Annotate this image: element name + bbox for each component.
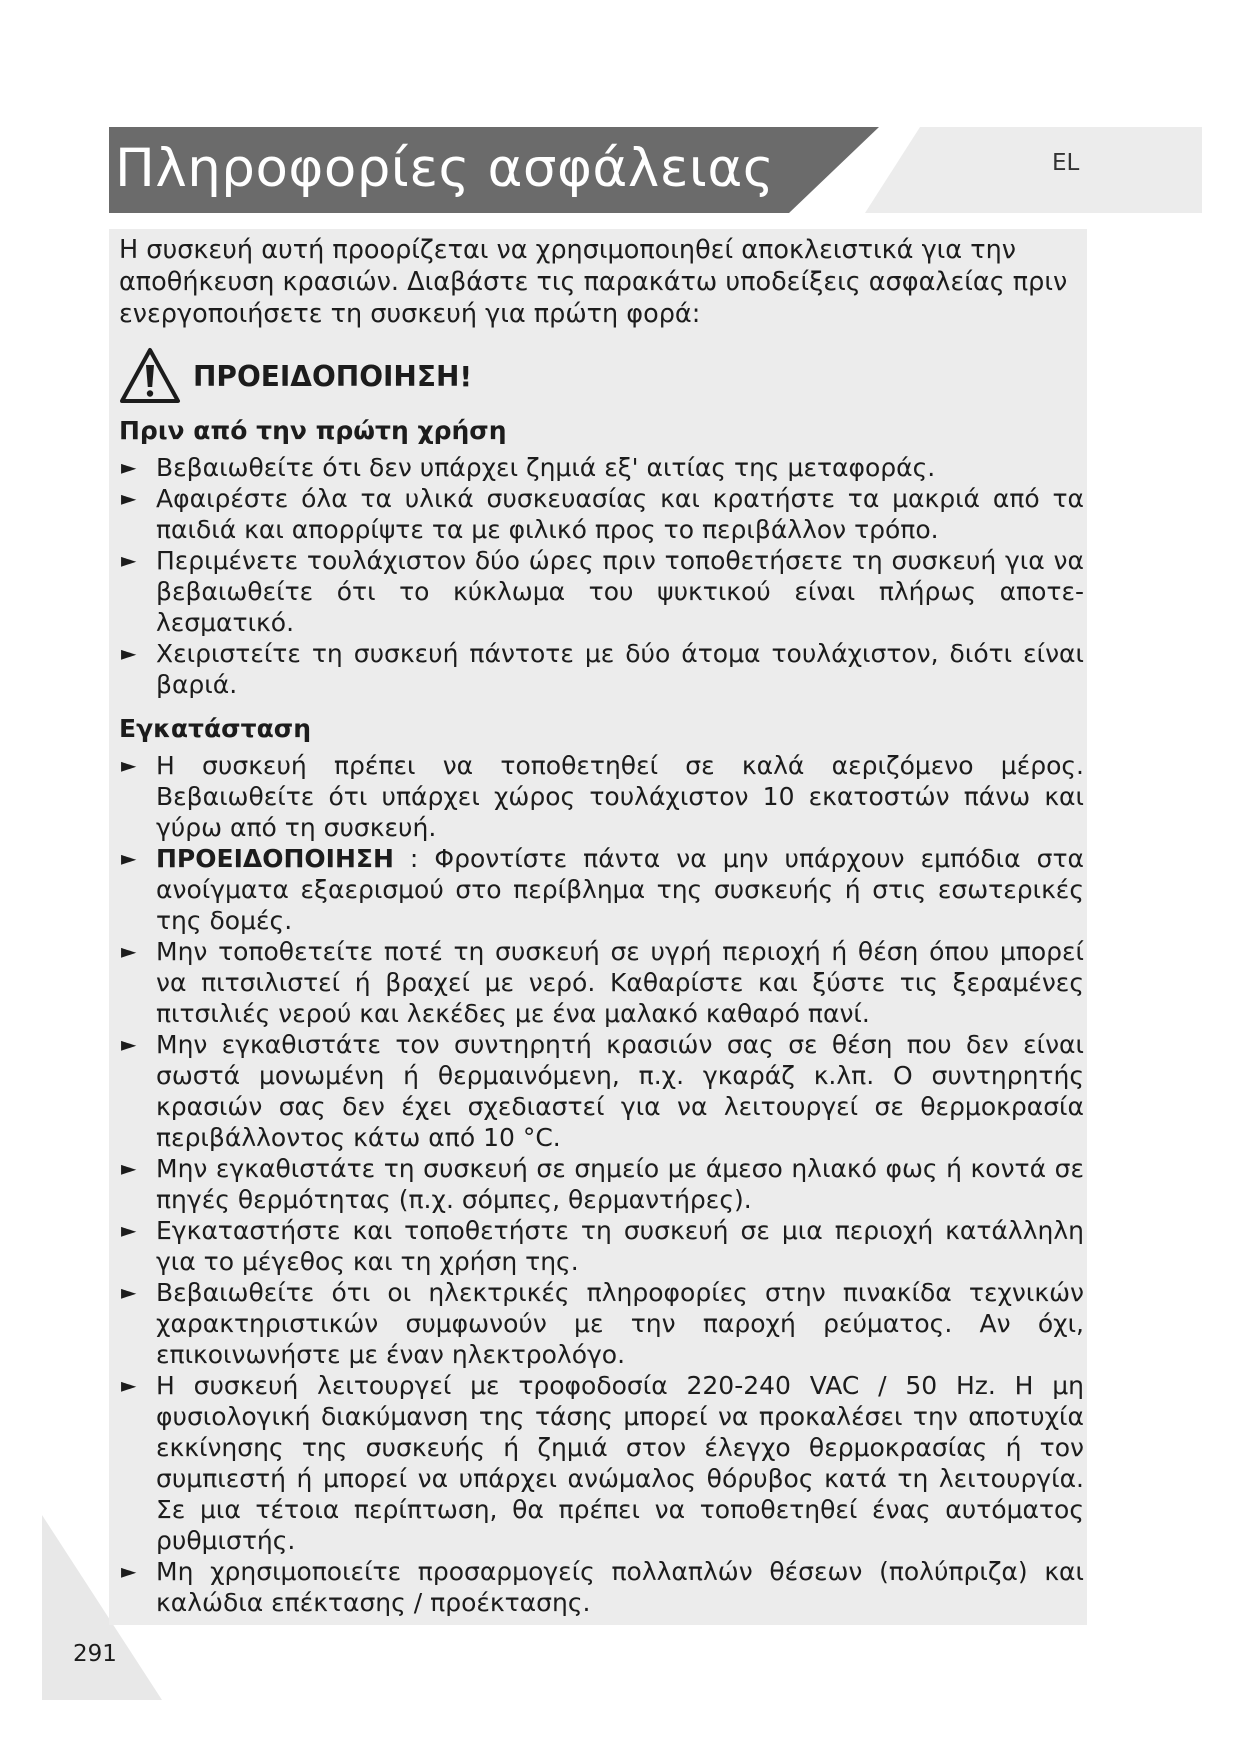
content-panel <box>109 229 1087 1625</box>
header-light-band <box>865 127 1202 213</box>
list-item-text: Βεβαιωθείτε ότι οι ηλεκτρικές πληροφορίες στην πινακίδα τεχνικών χαρακτηριστικών συμφωνούν με την παροχή ρεύματος. Αν όχι, επικοινωνήστε με έναν ηλεκτρολόγο. <box>156 1278 1084 1369</box>
list-item <box>119 1029 1084 1153</box>
bullet-arrow-icon: ► <box>121 1373 137 1397</box>
bullet-arrow-icon: ► <box>121 486 137 510</box>
list-item <box>119 1215 1084 1277</box>
list-item-text: Μην τοποθετείτε ποτέ τη συσκευή σε υγρή περιοχή ή θέση όπου μπορεί να πιτσιλιστεί ή βραχεί με νερό. Καθαρίστε και ξύστε τις ξεραμένες πιτσιλιές νερού και λεκέδες με ένα μαλακό καθαρό πανί. <box>156 937 1084 1028</box>
list-item-bold: ΠΡΟΕΙΔΟΠΟΙΗΣΗ <box>156 844 394 873</box>
list-item <box>119 1277 1084 1370</box>
list-item <box>119 1153 1084 1215</box>
list-item-text: Περιμένετε τουλάχιστον δύο ώρες πριν τοποθετήσετε τη συσκευή για να βεβαιωθείτε ότι το κύκλωμα του ψυκτικού είναι πλήρως αποτε-λεσματικό. <box>156 546 1084 637</box>
list-item-text: Εγκαταστήστε και τοποθετήστε τη συσκευή σε μια περιοχή κατάλληλη για το μέγεθος και τη χρήση της. <box>156 1216 1084 1276</box>
list-item-text: Αφαιρέστε όλα τα υλικά συσκευασίας και κρατήστε τα μακριά από τα παιδιά και απορρίψτε τα με φιλικό προς το περιβάλλον τρόπο. <box>156 484 1084 544</box>
list-item-text: Μην εγκαθιστάτε τον συντηρητή κρασιών σας σε θέση που δεν είναι σωστά μονωμένη ή θερμαινόμενη, π.χ. γκαράζ κ.λπ. Ο συντηρητής κρασιών σας δεν έχει σχεδιαστεί για να λειτουργεί σε θερμοκρασία περιβάλλοντος κάτω από 10 °C. <box>156 1030 1084 1152</box>
bullet-arrow-icon: ► <box>121 641 137 665</box>
before-first-use-list <box>119 452 1084 700</box>
list-item-text: Η συσκευή πρέπει να τοποθετηθεί σε καλά αεριζόμενο μέρος. Βεβαιωθείτε ότι υπάρχει χώρος τουλάχιστον 10 εκατοστών πάνω και γύρω από τη συσκευή. <box>156 751 1084 842</box>
section-title-before-first-use: Πριν από την πρώτη χρήση <box>119 416 507 445</box>
section-title-installation: Εγκατάσταση <box>119 714 312 743</box>
bullet-arrow-icon: ► <box>121 1218 137 1242</box>
bullet-arrow-icon: ► <box>121 548 137 572</box>
language-code: EL <box>1052 150 1080 176</box>
list-item <box>119 545 1084 638</box>
list-item-text: Μη χρησιμοποιείτε προσαρμογείς πολλαπλών θέσεων (πολύπριζα) και καλώδια επέκτασης / προέκτασης. <box>156 1557 1084 1617</box>
list-item-text: Μην εγκαθιστάτε τη συσκευή σε σημείο με άμεσο ηλιακό φως ή κοντά σε πηγές θερμότητας (π.χ. σόμπες, θερμαντήρες). <box>156 1154 1084 1214</box>
warning-heading <box>119 344 1084 408</box>
bullet-arrow-icon: ► <box>121 455 137 479</box>
bullet-arrow-icon: ► <box>121 1032 137 1056</box>
list-item <box>119 452 1084 483</box>
content-inner <box>119 234 1084 1618</box>
bullet-arrow-icon: ► <box>121 753 137 777</box>
bullet-arrow-icon: ► <box>121 1559 137 1583</box>
installation-list <box>119 750 1084 1618</box>
bullet-arrow-icon: ► <box>121 1156 137 1180</box>
page-title: Πληροφορίες ασφάλειας <box>115 138 775 199</box>
bullet-arrow-icon: ► <box>121 939 137 963</box>
list-item-text: Η συσκευή λειτουργεί με τροφοδοσία 220-240 VAC / 50 Hz. Η μη φυσιολογική διακύμανση της τάσης μπορεί να προκαλέσει την αποτυχία εκκίνησης της συσκευής ή ζημιά στον έλεγχο θερμοκρασίας ή τον συμπιεστή ή μπορεί να υπάρχει ανώμαλος θόρυβος κατά τη λειτουργία. Σε μια τέτοια περίπτωση, θα πρέπει να τοποθετηθεί ένας αυτόματος ρυθμιστής. <box>156 1371 1084 1555</box>
bullet-arrow-icon: ► <box>121 1280 137 1304</box>
list-item <box>119 483 1084 545</box>
list-item <box>119 936 1084 1029</box>
list-item-text: Βεβαιωθείτε ότι δεν υπάρχει ζημιά εξ' αιτίας της μεταφοράς. <box>156 453 936 482</box>
page-number: 291 <box>73 1641 117 1667</box>
warning-title: ΠΡΟΕΙΔΟΠΟΙΗΣΗ! <box>193 359 473 393</box>
list-item <box>119 638 1084 700</box>
bullet-arrow-icon: ► <box>121 846 137 870</box>
warning-triangle-icon <box>119 347 181 405</box>
list-item <box>119 1370 1084 1556</box>
list-item <box>119 750 1084 843</box>
list-item <box>119 1556 1084 1618</box>
list-item-text: Χειριστείτε τη συσκευή πάντοτε με δύο άτομα τουλάχιστον, διότι είναι βαριά. <box>156 639 1084 699</box>
intro-paragraph: Η συσκευή αυτή προορίζεται να χρησιμοποιηθεί αποκλειστικά για την αποθήκευση κρασιών. Διαβάστε τις παρακάτω υποδείξεις ασφαλείας πριν ενεργοποιήσετε τη συσκευή για πρώτη φορά: <box>119 235 1068 329</box>
list-item <box>119 843 1084 936</box>
list-item-text: : Φροντίστε πάντα να μην υπάρχουν εμπόδια στα ανοίγματα εξαερισμού στο περίβλημα της συσκευής ή στις εσωτερικές της δομές. <box>156 844 1084 935</box>
